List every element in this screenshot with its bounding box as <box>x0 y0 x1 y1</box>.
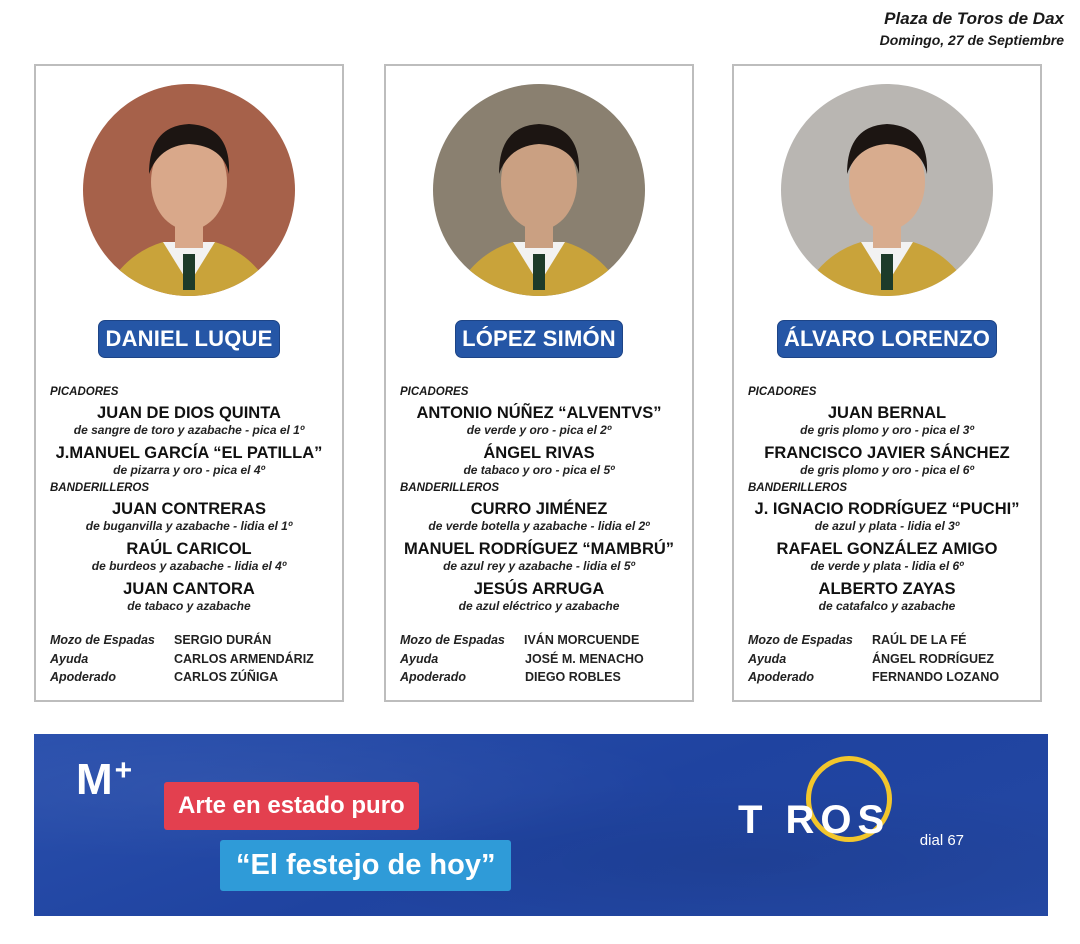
banderilleros-label: BANDERILLEROS <box>50 482 150 494</box>
venue-title: Plaza de Toros de Dax <box>884 9 1064 28</box>
staff-row <box>748 631 1032 650</box>
picador-name: FRANCISCO JAVIER SÁNCHEZ <box>764 444 1010 462</box>
staff-name: ÁNGEL RODRÍGUEZ <box>872 651 994 666</box>
banderillero-name: JESÚS ARRUGA <box>473 580 605 598</box>
torero-name: LÓPEZ SIMÓN <box>455 320 623 358</box>
banderillero-attire: de azul eléctrico y azabache <box>458 599 620 613</box>
bullfighter-card <box>384 64 694 702</box>
picador-attire: de verde y oro - pica el 2º <box>466 423 612 437</box>
staff-row <box>400 668 684 687</box>
staff-row <box>400 631 684 650</box>
bullfighter-card <box>732 64 1042 702</box>
torero-name: DANIEL LUQUE <box>98 320 279 358</box>
picador-attire: de pizarra y oro - pica el 4º <box>113 463 265 477</box>
staff-role: Apoderado <box>748 670 814 684</box>
banderillero-attire: de tabaco y azabache <box>127 599 251 613</box>
portrait-image <box>781 84 993 296</box>
tagline-label: Arte en estado puro <box>164 782 419 830</box>
picador-attire: de gris plomo y oro - pica el 6º <box>800 463 974 477</box>
picadores-label: PICADORES <box>400 386 469 398</box>
picador-entry <box>738 444 1036 477</box>
banderillero-attire: de azul rey y azabache - lidia el 5º <box>443 559 635 573</box>
support-staff <box>400 631 684 687</box>
torero-portrait <box>83 84 295 296</box>
banderilleros-label: BANDERILLEROS <box>400 482 500 494</box>
toros-channel-logo <box>738 770 1008 880</box>
picador-attire: de sangre de toro y azabache - pica el 1º <box>73 423 305 437</box>
staff-name: RAÚL DE LA FÉ <box>872 633 967 647</box>
staff-name: FERNANDO LOZANO <box>872 670 1000 684</box>
banderillero-attire: de verde botella y azabache - lidia el 2º <box>428 519 650 533</box>
banderillero-attire: de catafalco y azabache <box>818 599 956 613</box>
picador-name: JUAN DE DIOS QUINTA <box>97 404 281 422</box>
support-staff <box>50 631 334 687</box>
banderillero-entry <box>40 500 338 533</box>
banderillero-entry <box>390 500 688 533</box>
banderillero-entry <box>390 540 688 573</box>
staff-role: Mozo de Espadas <box>400 633 505 647</box>
picador-name: JUAN BERNAL <box>827 404 947 422</box>
picador-entry <box>40 404 338 437</box>
staff-role: Ayuda <box>748 651 787 666</box>
staff-role: Apoderado <box>400 670 466 684</box>
picadores-label: PICADORES <box>748 386 817 398</box>
banderillero-attire: de verde y plata - lidia el 6º <box>810 559 964 573</box>
banderillero-attire: de buganvilla y azabache - lidia el 1º <box>85 519 293 533</box>
banderillero-name: JUAN CANTORA <box>123 580 255 598</box>
banderillero-attire: de azul y plata - lidia el 3º <box>814 519 960 533</box>
banderillero-name: J. IGNACIO RODRÍGUEZ “PUCHI” <box>754 500 1020 518</box>
picador-entry <box>40 444 338 477</box>
banderillero-name: RAFAEL GONZÁLEZ AMIGO <box>776 540 998 558</box>
banderillero-name: ALBERTO ZAYAS <box>818 580 956 598</box>
banderillero-attire: de burdeos y azabache - lidia el 4º <box>91 559 287 573</box>
event-date: Domingo, 27 de Septiembre <box>879 32 1064 48</box>
staff-name: CARLOS ZÚÑIGA <box>174 670 279 684</box>
dial-number: dial 67 <box>919 832 964 849</box>
banderillero-entry <box>390 580 688 613</box>
portrait-image <box>83 84 295 296</box>
banderilleros-label: BANDERILLEROS <box>748 482 848 494</box>
staff-row <box>748 668 1032 687</box>
portrait-image <box>433 84 645 296</box>
staff-row <box>50 631 334 650</box>
banderillero-name: CURRO JIMÉNEZ <box>470 500 608 518</box>
bullfighter-card <box>34 64 344 702</box>
staff-role: Apoderado <box>50 670 116 684</box>
staff-name: DIEGO ROBLES <box>525 670 621 684</box>
staff-row <box>400 650 684 669</box>
picador-name: ANTONIO NÚÑEZ “ALVENTVS” <box>416 404 662 422</box>
picador-entry <box>390 444 688 477</box>
staff-role: Ayuda <box>400 651 439 666</box>
banderillero-entry <box>40 540 338 573</box>
staff-role: Mozo de Espadas <box>50 633 155 647</box>
staff-row <box>50 650 334 669</box>
banderillero-name: JUAN CONTRERAS <box>111 500 266 518</box>
staff-name: CARLOS ARMENDÁRIZ <box>174 651 314 666</box>
event-header <box>880 8 1064 50</box>
picador-attire: de gris plomo y oro - pica el 3º <box>800 423 974 437</box>
banderillero-entry <box>738 540 1036 573</box>
picador-entry <box>738 404 1036 437</box>
staff-name: IVÁN MORCUENDE <box>524 633 640 647</box>
picadores-label: PICADORES <box>50 386 119 398</box>
torero-portrait <box>781 84 993 296</box>
staff-row <box>748 650 1032 669</box>
staff-name: SERGIO DURÁN <box>174 633 272 647</box>
banderillero-name: RAÚL CARICOL <box>126 540 252 558</box>
staff-name: JOSÉ M. MENACHO <box>525 651 644 666</box>
support-staff <box>748 631 1032 687</box>
staff-row <box>50 668 334 687</box>
staff-role: Ayuda <box>50 651 89 666</box>
promo-banner <box>34 734 1048 916</box>
staff-role: Mozo de Espadas <box>748 633 853 647</box>
picador-attire: de tabaco y oro - pica el 5º <box>463 463 615 477</box>
show-title-label: “El festejo de hoy” <box>220 840 511 891</box>
picador-name: J.MANUEL GARCÍA “EL PATILLA” <box>55 444 323 462</box>
banderillero-entry <box>40 580 338 613</box>
banderillero-entry <box>738 580 1036 613</box>
torero-name: ÁLVARO LORENZO <box>777 320 997 358</box>
channel-word: T ROS <box>738 798 891 842</box>
torero-portrait <box>433 84 645 296</box>
picador-entry <box>390 404 688 437</box>
banderillero-name: MANUEL RODRÍGUEZ “MAMBRÚ” <box>403 540 675 558</box>
movistar-plus-logo: M+ <box>76 754 133 804</box>
picador-name: ÁNGEL RIVAS <box>483 444 595 462</box>
banderillero-entry <box>738 500 1036 533</box>
